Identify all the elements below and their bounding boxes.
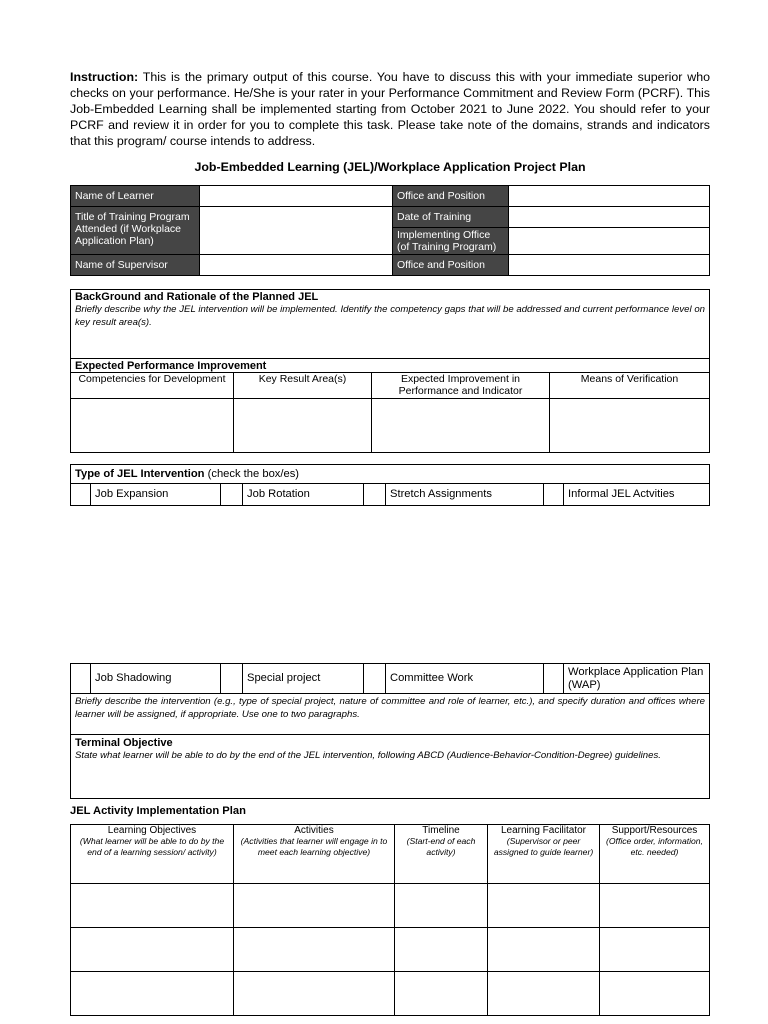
training-title-field[interactable] <box>200 207 393 255</box>
plan-cell[interactable] <box>234 884 395 928</box>
intervention-type-table <box>70 464 710 506</box>
special-project-label: Special project <box>243 664 364 694</box>
col-timeline <box>395 825 488 884</box>
plan-cell[interactable] <box>71 884 234 928</box>
special-project-checkbox[interactable] <box>221 664 243 694</box>
implementing-office-field[interactable] <box>509 228 710 255</box>
means-of-verification-cell[interactable] <box>550 399 710 453</box>
plan-cell[interactable] <box>395 972 488 1016</box>
intervention-type-note: (check the box/es) <box>204 468 300 480</box>
background-description: Briefly describe why the JEL intervention will be implemented. Identify the competency gaps that will be addressed and current performance level on key result area(s). <box>75 304 705 328</box>
plan-cell[interactable] <box>600 884 710 928</box>
intervention-type-table-continued <box>70 663 710 799</box>
training-title-label: Title of Training Program Attended (if Workplace Application Plan) <box>71 207 200 255</box>
implementation-plan-heading: JEL Activity Implementation Plan <box>70 805 246 817</box>
job-expansion-label: Job Expansion <box>91 484 221 506</box>
col-activities-label: Activities <box>294 825 334 836</box>
col-learning-facilitator-label: Learning Facilitator <box>500 825 587 836</box>
terminal-objective-description: State what learner will be able to do by the end of the JEL intervention, following ABCD (Audience-Behavior-Condition-Degree) guidelines. <box>75 750 661 761</box>
col-competencies: Competencies for Development <box>71 373 234 399</box>
committee-work-label: Committee Work <box>386 664 544 694</box>
plan-cell[interactable] <box>395 884 488 928</box>
plan-cell[interactable] <box>488 928 600 972</box>
plan-cell[interactable] <box>395 928 488 972</box>
office-position-label: Office and Position <box>393 186 509 207</box>
name-of-supervisor-field[interactable] <box>200 255 393 276</box>
plan-cell[interactable] <box>600 972 710 1016</box>
expected-improvement-cell[interactable] <box>372 399 550 453</box>
plan-cell[interactable] <box>600 928 710 972</box>
col-learning-objectives-sub: (What learner will be able to do by the end of a learning session/ activity) <box>79 836 225 857</box>
col-expected-improvement: Expected Improvement in Performance and Indicator <box>372 373 550 399</box>
wap-checkbox[interactable] <box>544 664 564 694</box>
name-of-learner-field[interactable] <box>200 186 393 207</box>
wap-label: Workplace Application Plan (WAP) <box>564 664 710 694</box>
plan-cell[interactable] <box>234 928 395 972</box>
intervention-description: Briefly describe the intervention (e.g., type of special project, nature of committee and role of learner, etc.), and specify duration and offices where learner will be assigned, if appropriate. Use one to two paragraphs. <box>71 694 710 735</box>
competencies-cell[interactable] <box>71 399 234 453</box>
committee-work-checkbox[interactable] <box>364 664 386 694</box>
key-result-area-cell[interactable] <box>234 399 372 453</box>
page-title: Job-Embedded Learning (JEL)/Workplace Application Project Plan <box>194 160 586 174</box>
col-activities-sub: (Activities that learner will engage in to meet each learning objective) <box>240 836 388 857</box>
informal-jel-label: Informal JEL Actvities <box>564 484 710 506</box>
stretch-assignments-label: Stretch Assignments <box>386 484 544 506</box>
col-learning-objectives-label: Learning Objectives <box>107 825 197 836</box>
plan-cell[interactable] <box>71 928 234 972</box>
background-heading: BackGround and Rationale of the Planned JEL <box>75 291 319 303</box>
plan-cell[interactable] <box>234 972 395 1016</box>
instruction-paragraph <box>70 69 710 149</box>
job-rotation-checkbox[interactable] <box>221 484 243 506</box>
col-activities <box>234 825 395 884</box>
background-table <box>70 289 710 453</box>
job-shadowing-checkbox[interactable] <box>71 664 91 694</box>
job-shadowing-label: Job Shadowing <box>91 664 221 694</box>
date-of-training-field[interactable] <box>509 207 710 228</box>
learner-info-table <box>70 185 710 276</box>
instruction-text: This is the primary output of this course. You have to discuss this with your immediate superior who checks on your performance. He/She is your rater in your Performance Commitment and Review Form (PCRF). This Job-Embedded Learning shall be implemented starting from October 2021 to June 2022. You should refer to your PCRF and review it in order for you to complete this task. Please take note of the domains, strands and indicators that this program/ course intends to address. <box>70 70 710 148</box>
stretch-assignments-checkbox[interactable] <box>364 484 386 506</box>
col-means-of-verification: Means of Verification <box>550 373 710 399</box>
col-learning-facilitator <box>488 825 600 884</box>
office-position-field[interactable] <box>509 186 710 207</box>
col-support-resources-sub: (Office order, information, etc. needed) <box>606 836 703 857</box>
informal-jel-checkbox[interactable] <box>544 484 564 506</box>
intervention-type-heading: Type of JEL Intervention <box>75 468 205 480</box>
implementing-office-label: Implementing Office (of Training Program) <box>393 228 509 255</box>
implementation-plan-table <box>70 824 710 1016</box>
name-of-supervisor-label: Name of Supervisor <box>71 255 200 276</box>
col-timeline-sub: (Start-end of each activity) <box>406 836 476 857</box>
name-of-learner-label: Name of Learner <box>71 186 200 207</box>
col-timeline-label: Timeline <box>422 825 460 836</box>
col-learning-facilitator-sub: (Supervisor or peer assigned to guide learner) <box>493 836 594 857</box>
job-rotation-label: Job Rotation <box>243 484 364 506</box>
col-support-resources <box>600 825 710 884</box>
date-of-training-label: Date of Training <box>393 207 509 228</box>
job-expansion-checkbox[interactable] <box>71 484 91 506</box>
supervisor-office-position-label: Office and Position <box>393 255 509 276</box>
expected-improvement-heading: Expected Performance Improvement <box>71 359 710 373</box>
instruction-label: Instruction: <box>70 70 139 84</box>
col-support-resources-label: Support/Resources <box>611 825 698 836</box>
plan-cell[interactable] <box>488 884 600 928</box>
col-key-result-area: Key Result Area(s) <box>234 373 372 399</box>
plan-cell[interactable] <box>71 972 234 1016</box>
supervisor-office-position-field[interactable] <box>509 255 710 276</box>
terminal-objective-heading: Terminal Objective <box>75 737 173 749</box>
col-learning-objectives <box>71 825 234 884</box>
plan-cell[interactable] <box>488 972 600 1016</box>
